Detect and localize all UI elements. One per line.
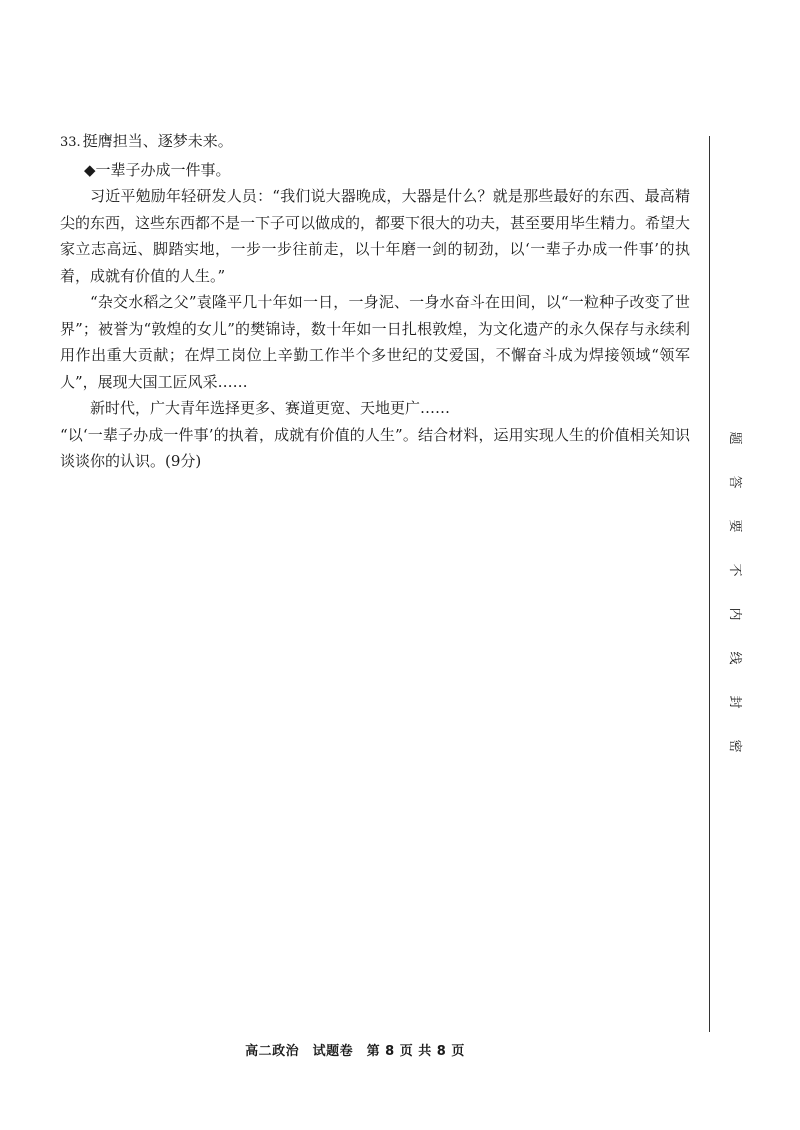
binding-notice (724, 428, 744, 780)
binding-char: 密 (727, 739, 742, 753)
binding-char: 要 (727, 519, 742, 533)
material-subheading: ◆一辈子办成一件事。 (84, 160, 231, 179)
question-number: 33. (60, 135, 81, 150)
binding-line (709, 136, 710, 1032)
page-footer: 高二政治 试题卷 第 8 页 共 8 页 (245, 1044, 465, 1059)
binding-char: 线 (727, 651, 742, 665)
binding-char: 内 (727, 607, 742, 621)
binding-char: 答 (727, 475, 742, 489)
binding-char: 不 (727, 563, 742, 577)
question-header (60, 128, 690, 157)
question-33 (60, 128, 690, 475)
binding-char: 题 (727, 431, 742, 445)
question-prompt: “以‘一辈子办成一件事’的执着，成就有价值的人生”。结合材料，运用实现人生的价值相关知识谈谈你的认识。(9分) (60, 425, 690, 470)
binding-char: 封 (727, 695, 742, 709)
material-paragraph: “杂交水稻之父”袁隆平几十年如一日，一身泥、一身水奋斗在田间，以“一粒种子改变了世界”；被誉为“敦煌的女儿”的樊锦诗，数十年如一日扎根敦煌，为文化遗产的永久保存与永续利用作出重大贡献；在焊工岗位上辛勤工作半个多世纪的艾爱国，不懈奋斗成为焊接领域“领军人”，展现大国工匠风采…… (60, 293, 690, 391)
question-title: 挺膺担当、逐梦未来。 (82, 132, 233, 150)
material-paragraph: 新时代，广大青年选择更多、赛道更宽、天地更广…… (90, 399, 451, 417)
material-paragraph: 习近平勉励年轻研发人员：“我们说大器晚成，大器是什么？就是那些最好的东西、最高精尖的东西，这些东西都不是一下子可以做成的，都要下很大的功夫，甚至要用毕生精力。希望大家立志高远、脚踏实地，一步一步往前走，以十年磨一剑的韧劲，以‘一辈子办成一件事’的执着，成就有价值的人生。” (60, 187, 691, 285)
